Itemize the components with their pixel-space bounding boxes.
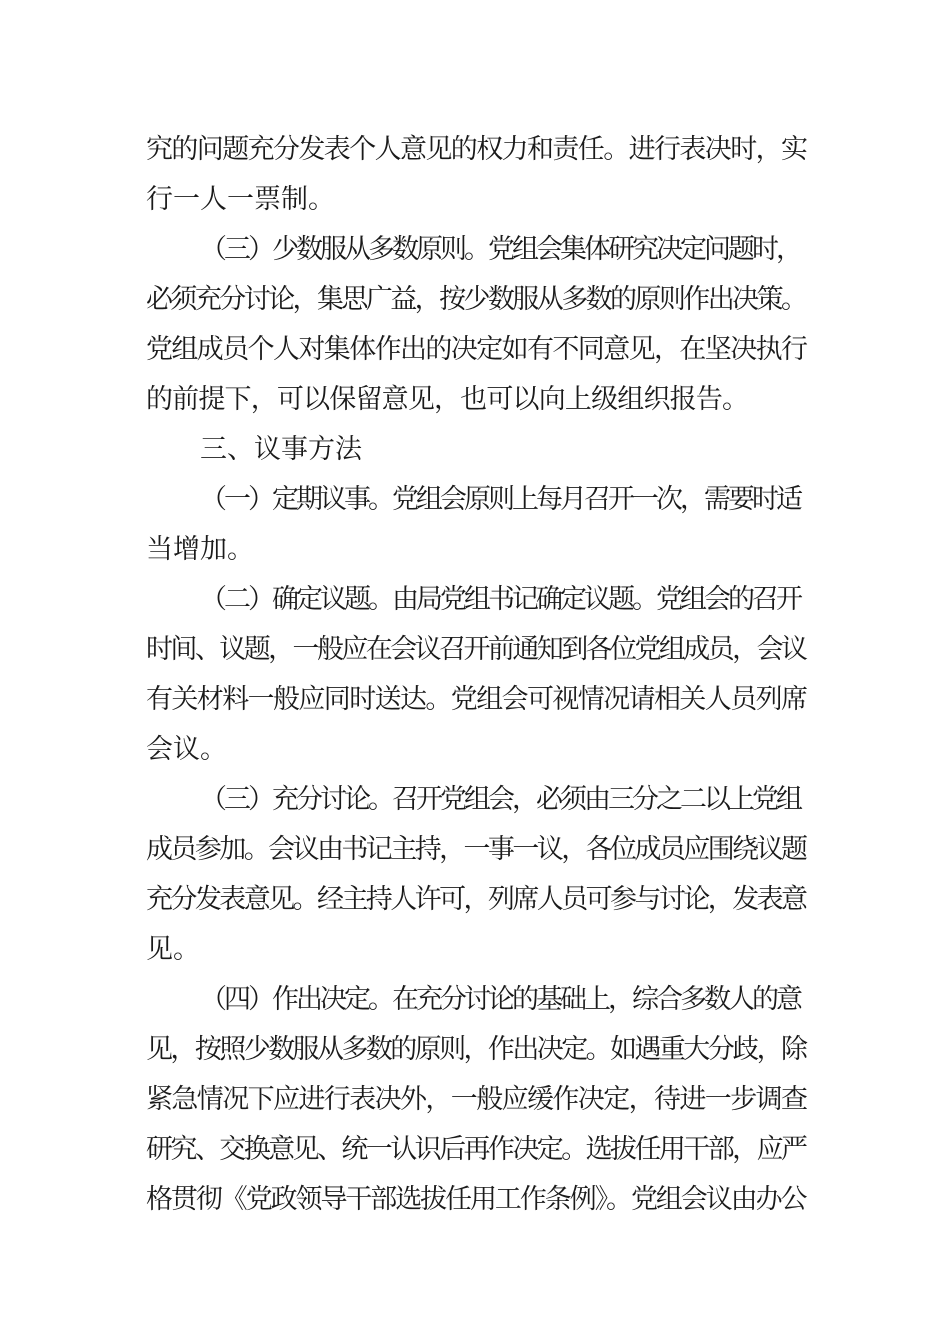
paragraph-start-line: （二）确定议题。由局党组书记确定议题。党组会的召开 <box>200 584 800 615</box>
text-line: 行一人一票制。 <box>146 184 335 215</box>
text-line: 究的问题充分发表个人意见的权力和责任。进行表决时，实 <box>146 134 807 165</box>
paragraph-start-line: （三）少数服从多数原则。党组会集体研究决定问题时， <box>200 234 800 265</box>
text-line: 党组成员个人对集体作出的决定如有不同意见，在坚决执行 <box>146 334 807 365</box>
section-heading: 三、议事方法 <box>200 434 362 465</box>
text-line: 必须充分讨论，集思广益，按少数服从多数的原则作出决策。 <box>146 284 806 315</box>
text-line: 时间、议题，一般应在会议召开前通知到各位党组成员，会议 <box>146 634 806 665</box>
text-line: 的前提下，可以保留意见，也可以向上级组织报告。 <box>146 384 749 415</box>
text-line: 紧急情况下应进行表决外，一般应缓作决定，待进一步调查 <box>146 1084 807 1115</box>
text-line: 有关材料一般应同时送达。党组会可视情况请相关人员列席 <box>146 684 807 715</box>
text-line: 见，按照少数服从多数的原则，作出决定。如遇重大分歧，除 <box>146 1034 806 1065</box>
text-line: 会议。 <box>146 734 227 765</box>
paragraph-start-line: （一）定期议事。党组会原则上每月召开一次，需要时适 <box>200 484 800 515</box>
text-line: 当增加。 <box>146 534 254 565</box>
paragraph-start-line: （四）作出决定。在充分讨论的基础上，综合多数人的意 <box>200 984 800 1015</box>
text-line: 充分发表意见。经主持人许可，列席人员可参与讨论，发表意 <box>146 884 806 915</box>
text-line: 成员参加。会议由书记主持，一事一议，各位成员应围绕议题 <box>146 834 806 865</box>
paragraph-start-line: （三）充分讨论。召开党组会，必须由三分之二以上党组 <box>200 784 800 815</box>
text-line: 研究、交换意见、统一认识后再作决定。选拔任用干部，应严 <box>146 1134 806 1165</box>
text-line: 格贯彻《党政领导干部选拔任用工作条例》。党组会议由办公 <box>146 1184 806 1215</box>
text-line: 见。 <box>146 934 200 965</box>
